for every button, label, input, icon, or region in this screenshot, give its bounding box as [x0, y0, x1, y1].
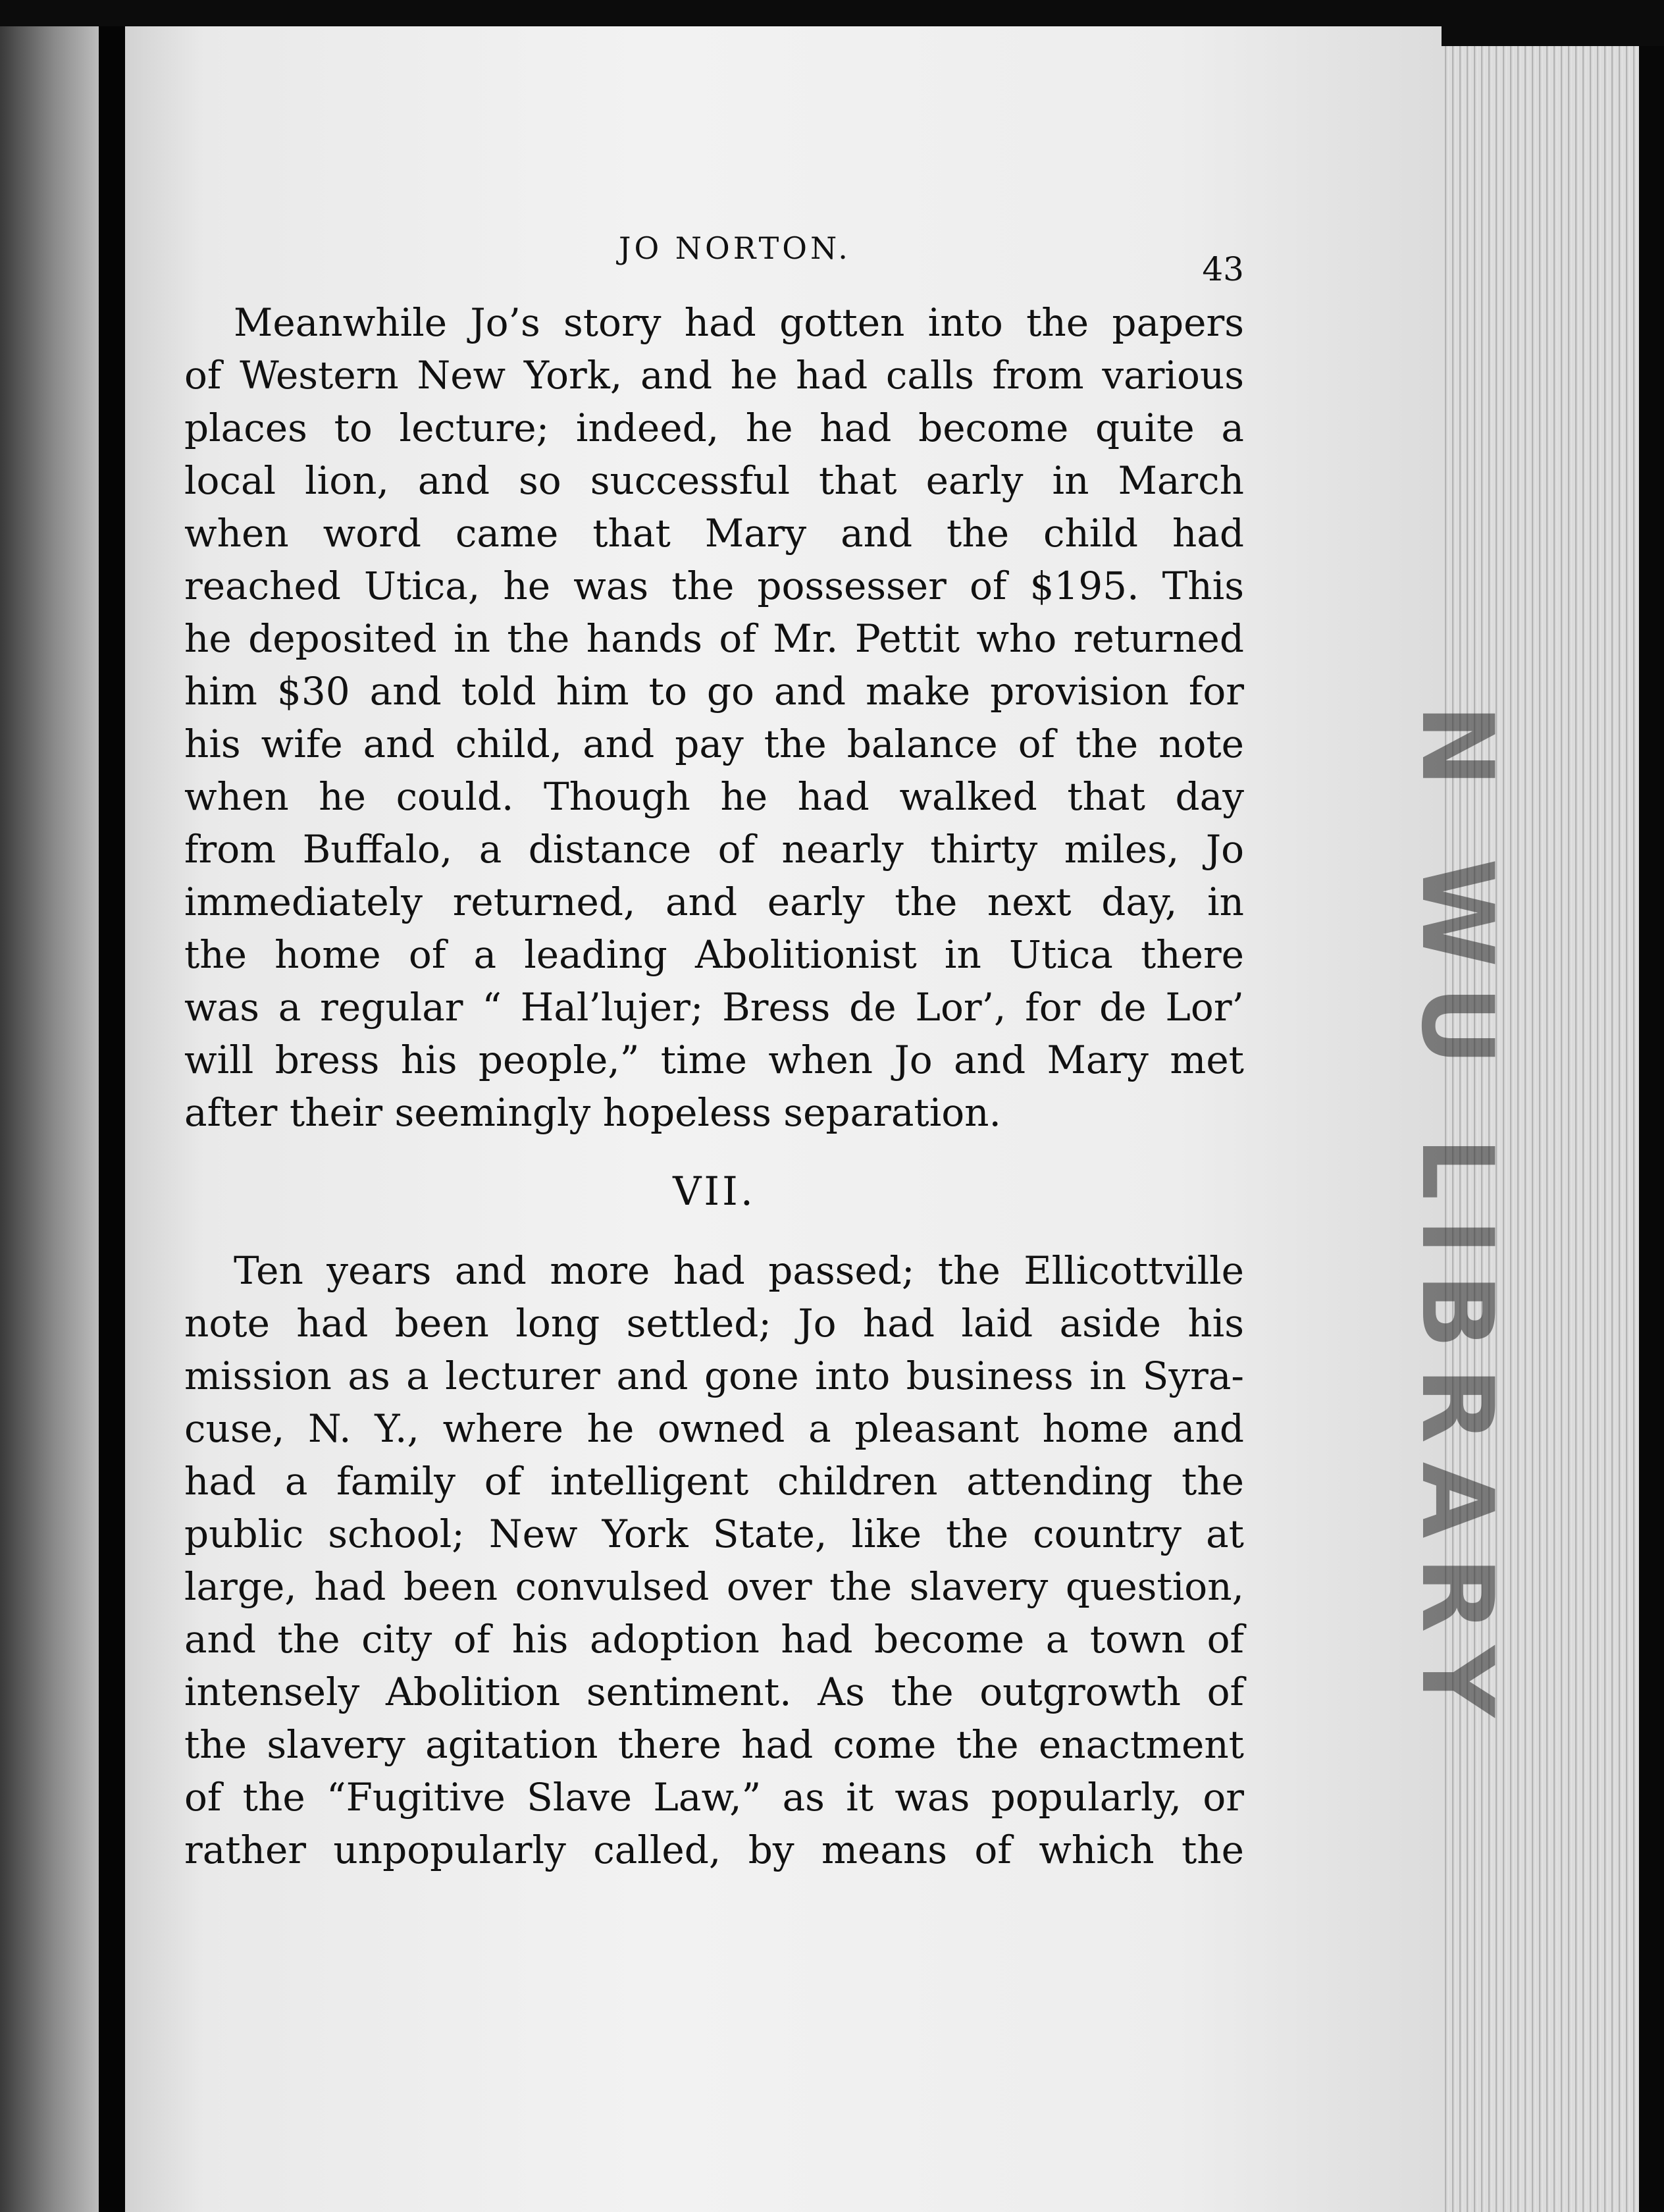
text-line: had a family of intelligent children attending the — [184, 1459, 1244, 1504]
text-column — [184, 224, 1244, 1876]
text-line: reached Utica, he was the possesser of $195. This — [184, 564, 1244, 608]
book-gutter — [99, 26, 125, 2212]
facing-page-edge — [0, 26, 99, 2212]
text-line: intensely Abolition sentiment. As the outgrowth of — [184, 1670, 1244, 1714]
text-line: Meanwhile Jo’s story had gotten into the papers — [234, 300, 1244, 345]
running-head — [184, 224, 1244, 296]
text-line: note had been long settled; Jo had laid aside his — [184, 1301, 1244, 1346]
text-line: cuse, N. Y., where he owned a pleasant home and — [184, 1406, 1244, 1451]
text-line: after their seemingly hopeless separation. — [184, 1090, 1001, 1135]
text-line: large, had been convulsed over the slavery question, — [184, 1564, 1244, 1609]
text-line: when he could. Though he had walked that day — [184, 774, 1244, 819]
text-line: public school; New York State, like the country at — [184, 1512, 1244, 1556]
text-line: places to lecture; indeed, he had become quite a — [184, 406, 1244, 450]
text-line: of the “Fugitive Slave Law,” as it was popularly, or — [184, 1775, 1244, 1820]
text-line: immediately returned, and early the next day, in — [184, 880, 1244, 924]
text-line: the slavery agitation there had come the enactment — [184, 1722, 1244, 1767]
text-line: rather unpopularly called, by means of which the — [184, 1828, 1244, 1872]
library-stamp-text: N WU LIBRARY — [1399, 704, 1514, 1736]
library-stamp — [1399, 704, 1521, 1736]
edge-shadow — [1639, 46, 1664, 2212]
text-line: the home of a leading Abolitionist in Utica there — [184, 932, 1244, 977]
text-line: was a regular “ Hal’lujer; Bress de Lor’, for de Lor’ — [184, 985, 1244, 1030]
text-line: and the city of his adoption had become a town of — [184, 1617, 1244, 1662]
text-line: mission as a lecturer and gone into business in Syra- — [184, 1354, 1244, 1398]
page-title: JO NORTON. — [619, 230, 851, 266]
text-line: from Buffalo, a distance of nearly thirty miles, Jo — [184, 827, 1244, 872]
text-line: when word came that Mary and the child had — [184, 511, 1244, 556]
text-line: of Western New York, and he had calls from various — [184, 353, 1244, 398]
paragraph-1 — [184, 296, 1244, 1139]
text-line: his wife and child, and pay the balance of the note — [184, 722, 1244, 766]
text-line: him $30 and told him to go and make provision for — [184, 669, 1244, 714]
text-line: will bress his people,” time when Jo and Mary met — [184, 1038, 1244, 1082]
text-line: local lion, and so successful that early in March — [184, 458, 1244, 503]
text-line: he deposited in the hands of Mr. Pettit who returned — [184, 616, 1244, 661]
text-line: Ten years and more had passed; the Ellicottville — [234, 1248, 1244, 1293]
section-heading: VII. — [673, 1169, 756, 1215]
page-number: 43 — [1202, 250, 1244, 288]
paragraph-2 — [184, 1244, 1244, 1876]
